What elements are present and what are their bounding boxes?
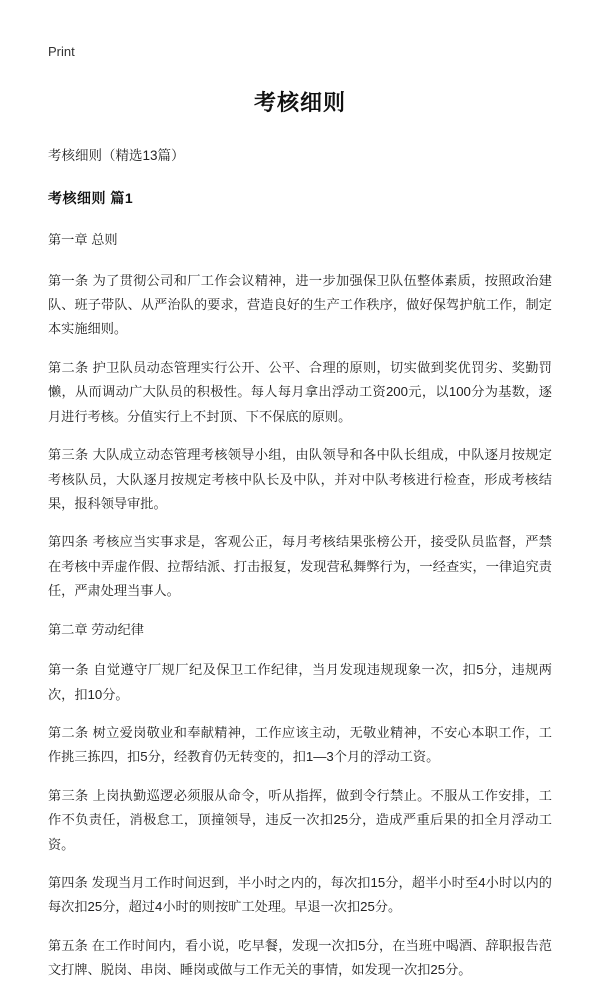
body-paragraph: 第二条 树立爱岗敬业和奉献精神，工作应该主动，无敬业精神，不安心本职工作，工作挑三拣四，扣5分，经教育仍无转变的，扣1—3个月的浮动工资。 (48, 724, 552, 765)
body-paragraph: 第四条 发现当月工作时间迟到，半小时之内的，每次扣15分，超半小时至4小时以内的每次扣25分，超过4小时的则按旷工处理。早退一次扣25分。 (48, 875, 552, 915)
chapter-heading: 第二章 劳动纪律 (48, 621, 144, 637)
document-body (48, 228, 552, 983)
body-paragraph: 第四条 考核应当实事求是，客观公正，每月考核结果张榜公开，接受队员监督，严禁在考核中弄虚作假、拉帮结派、打击报复，发现营私舞弊行为，一经查实，一律追究责任，严肃处理当事人。 (48, 534, 552, 599)
page-title: 考核细则 (253, 89, 346, 115)
print-button[interactable]: Print (48, 44, 75, 59)
chapter-heading: 第一章 总则 (48, 232, 118, 248)
document-subtitle: 考核细则（精选13篇） (48, 147, 185, 163)
body-paragraph: 第三条 大队成立动态管理考核领导小组，由队领导和各中队长组成，中队逐月按规定考核队员，大队逐月按规定考核中队长及中队，并对中队考核进行检查，形成考核结果，报科领导审批。 (48, 447, 552, 511)
body-paragraph: 第二条 护卫队员动态管理实行公开、公平、合理的原则，切实做到奖优罚劣、奖勤罚懒，从而调动广大队员的积极性。每人每月拿出浮动工资200元，以100分为基数，逐月进行考核。分值实行上不封顶、下不保底的原则。 (48, 359, 552, 424)
body-paragraph: 第三条 上岗执勤巡逻必须服从命令，听从指挥，做到令行禁止。不服从工作安排，工作不负责任，消极怠工，顶撞领导，违反一次扣25分，造成严重后果的扣全月浮动工资。 (48, 787, 552, 852)
body-paragraph: 第五条 在工作时间内，看小说，吃早餐，发现一次扣5分，在当班中喝酒、辞职报告范文打牌、脱岗、串岗、睡岗或做与工作无关的事情，如发现一次扣25分。 (48, 937, 552, 978)
body-paragraph: 第一条 为了贯彻公司和厂工作会议精神，进一步加强保卫队伍整体素质，按照政治建队、班子带队、从严治队的要求，营造良好的生产工作秩序，做好保驾护航工作，制定本实施细则。 (48, 272, 552, 337)
body-paragraph: 第一条 自觉遵守厂规厂纪及保卫工作纪律，当月发现违规现象一次，扣5分，违规两次，扣10分。 (48, 662, 552, 702)
section-heading: 考核细则 篇1 (48, 190, 134, 207)
